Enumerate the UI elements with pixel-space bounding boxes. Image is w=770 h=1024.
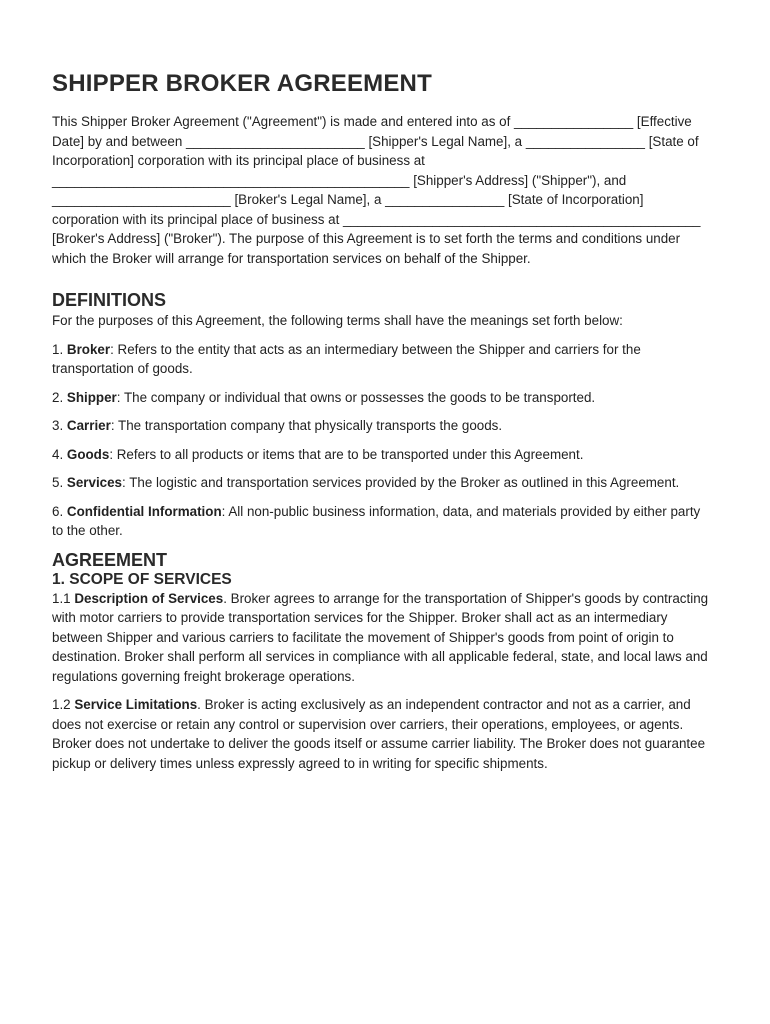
definition-number: 2.	[52, 389, 64, 405]
intro-paragraph: This Shipper Broker Agreement ("Agreement") is made and entered into as of ________________ [Effective Date] by and between ________________________ [Shipper's Legal Name], a ________________ [State of Incorporation] corporation with its principal place of business at ________________________________________________ [Shipper's Address] ("Shipper"), and ________________________ [Broker's Legal Name], a ________________ [State of Incorporation] corporation with its principal place of business at ________________________________________________ [Broker's Address] ("Broker"). The purpose of this Agreement is to set forth the terms and conditions under which the Broker will arrange for transportation services on behalf of the Shipper.	[52, 114, 701, 266]
document-title: SHIPPER BROKER AGREEMENT	[52, 70, 432, 97]
definition-term: Confidential Information	[66, 503, 222, 519]
clause-term: Service Limitations	[74, 697, 198, 712]
definition-item-broker	[52, 340, 714, 379]
definition-term: Carrier	[66, 418, 111, 433]
definitions-intro: For the purposes of this Agreement, the following terms shall have the meanings set forth below:	[52, 313, 623, 328]
definition-item-goods	[52, 445, 714, 465]
definition-term: Broker	[66, 341, 111, 357]
definition-text: : All non-public business information, data, and materials provided by either party to the other.	[52, 503, 701, 538]
definition-number: 5.	[52, 475, 64, 490]
definition-item-shipper	[52, 388, 714, 408]
definition-item-services	[52, 473, 714, 493]
definition-number: 4.	[52, 446, 64, 462]
clause-description-of-services	[52, 589, 714, 687]
definition-number: 3.	[52, 418, 64, 433]
definition-text: : Refers to all products or items that are to be transported under this Agreement.	[109, 446, 584, 462]
definition-item-carrier	[52, 416, 714, 436]
scope-of-services-heading: 1. SCOPE OF SERVICES	[52, 570, 232, 588]
clause-text: . Broker agrees to arrange for the transportation of Shipper's goods by contracting with motor carriers to provide transportation services for the Shipper. Broker shall act as an intermediary between Shipper and various carriers to facilitate the movement of Shipper's goods from point of origin to destination. Broker shall perform all services in compliance with all applicable federal, state, and local laws and regulations governing freight brokerage operations.	[52, 590, 709, 684]
clause-service-limitations	[52, 695, 714, 773]
definition-text: : The logistic and transportation services provided by the Broker as outlined in this Agreement.	[122, 475, 680, 490]
clause-text: . Broker is acting exclusively as an independent contractor and not as a carrier, and does not exercise or retain any control or supervision over carriers, their operations, employees, or agents. Broker does not undertake to deliver the goods itself or assume carrier liability. The Broker does not guarantee pickup or delivery times unless expressly agreed to in writing for specific shipments.	[52, 697, 706, 771]
definition-number: 6.	[52, 503, 64, 519]
definition-term: Shipper	[66, 389, 117, 405]
definition-text: : The transportation company that physically transports the goods.	[110, 418, 503, 433]
definition-text: : The company or individual that owns or possesses the goods to be transported.	[116, 389, 596, 405]
definition-term: Goods	[66, 446, 110, 462]
agreement-heading: AGREEMENT	[52, 549, 168, 570]
clause-number: 1.1	[52, 590, 71, 606]
definition-text: : Refers to the entity that acts as an intermediary between the Shipper and carriers for the transportation of goods.	[52, 341, 641, 376]
definitions-heading: DEFINITIONS	[52, 290, 167, 310]
clause-term: Description of Services	[74, 590, 224, 606]
definition-term: Services	[66, 475, 123, 490]
clause-number: 1.2	[52, 697, 71, 712]
definition-number: 1.	[52, 341, 64, 357]
definition-item-confidential-information	[52, 502, 714, 541]
